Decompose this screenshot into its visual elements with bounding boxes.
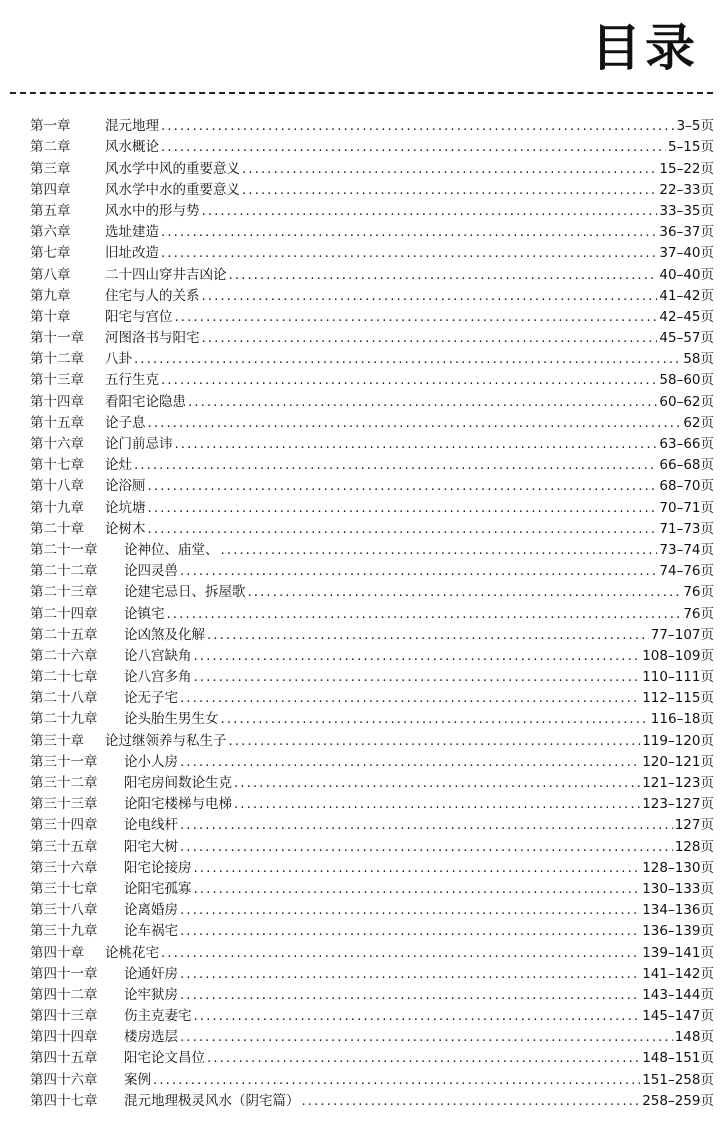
dot-leader — [180, 815, 673, 836]
chapter-number: 第二章 — [30, 139, 71, 156]
chapter-title: 看阳宅论隐患 — [105, 393, 186, 410]
dot-leader — [161, 137, 666, 158]
chapter-number: 第十一章 — [30, 330, 84, 347]
chapter-number: 第三十七章 — [30, 880, 98, 897]
chapter-number: 第三十一章 — [30, 753, 98, 770]
chapter-number: 第三十二章 — [30, 775, 98, 791]
toc-entry — [30, 625, 714, 646]
chapter-number: 第十六章 — [30, 436, 84, 452]
chapter-title: 论车祸宅 — [124, 923, 178, 940]
chapter-title: 五行生克 — [105, 372, 159, 389]
page-range: 143–144页 — [642, 986, 714, 1003]
chapter-title: 论凶煞及化解 — [124, 626, 205, 643]
page-range: 110–111页 — [642, 669, 714, 686]
chapter-title: 风水学中风的重要意义 — [105, 160, 240, 177]
toc-entry — [30, 1027, 714, 1048]
dot-leader — [167, 604, 682, 625]
chapter-title: 选址建造 — [105, 224, 159, 241]
chapter-title: 河图洛书与阳宅 — [105, 330, 200, 347]
dot-leader — [234, 794, 640, 815]
dashed-divider — [10, 92, 713, 94]
dot-leader — [202, 328, 658, 349]
chapter-number: 第十二章 — [30, 351, 84, 368]
page-range: 258–259页 — [642, 1092, 714, 1109]
chapter-title: 混元地理极灵风水（阴宅篇） — [124, 1092, 300, 1109]
chapter-title: 住宅与人的关系 — [105, 287, 200, 304]
page-range: 74–76页 — [659, 563, 714, 580]
dot-leader — [242, 180, 657, 201]
chapter-title: 八卦 — [105, 351, 132, 368]
dot-leader — [221, 540, 658, 561]
dot-leader — [242, 159, 657, 180]
page-range: 22–33页 — [659, 181, 714, 198]
toc-entry — [30, 794, 714, 815]
page-range: 120–121页 — [642, 753, 714, 770]
chapter-title: 风水学中水的重要意义 — [105, 181, 240, 198]
page-range: 58页 — [683, 351, 714, 368]
chapter-number: 第二十九章 — [30, 711, 98, 728]
dot-leader — [148, 476, 658, 497]
chapter-number: 第二十四章 — [30, 605, 98, 622]
dot-leader — [148, 498, 658, 519]
dot-leader — [153, 1070, 640, 1091]
page-range: 58–60页 — [659, 372, 714, 389]
chapter-number: 第二十七章 — [30, 669, 98, 686]
page-range: 73–74页 — [659, 541, 714, 558]
page-range: 66–68页 — [659, 457, 714, 474]
dot-leader — [148, 519, 658, 540]
dot-leader — [180, 985, 640, 1006]
page-range: 145–147页 — [642, 1008, 714, 1025]
toc-entry — [30, 137, 714, 158]
dot-leader — [180, 1027, 673, 1048]
toc-entry — [30, 476, 714, 497]
chapter-number: 第十三章 — [30, 372, 84, 389]
chapter-title: 论神位、庙堂、 — [124, 541, 219, 558]
chapter-number: 第四十五章 — [30, 1050, 98, 1067]
chapter-title: 论树木 — [105, 520, 146, 537]
chapter-number: 第九章 — [30, 287, 71, 304]
toc-entry — [30, 1091, 714, 1112]
chapter-title: 阳宅大树 — [124, 838, 178, 855]
chapter-title: 阳宅论接房 — [124, 859, 192, 876]
chapter-title: 论过继领养与私生子 — [105, 732, 227, 749]
chapter-number: 第十九章 — [30, 499, 84, 516]
toc-entry — [30, 561, 714, 582]
dot-leader — [194, 646, 641, 667]
chapter-number: 第一章 — [30, 118, 71, 135]
page-range: 60–62页 — [659, 393, 714, 410]
chapter-number: 第三十三章 — [30, 796, 98, 813]
chapter-title: 阳宅房间数论生克 — [124, 775, 232, 791]
chapter-number: 第三章 — [30, 160, 71, 177]
toc-entry — [30, 1006, 714, 1027]
chapter-title: 楼房选层 — [124, 1029, 178, 1046]
chapter-number: 第三十章 — [30, 732, 84, 749]
toc-entry — [30, 328, 714, 349]
chapter-title: 论镇宅 — [124, 605, 165, 622]
toc-entry — [30, 603, 714, 624]
dot-leader — [180, 964, 640, 985]
page-range: 76页 — [683, 584, 714, 601]
toc-entry — [30, 858, 714, 879]
chapter-number: 第二十章 — [30, 520, 84, 537]
chapter-number: 第四章 — [30, 181, 71, 198]
chapter-title: 论头胎生男生女 — [124, 711, 219, 728]
chapter-title: 风水中的形与势 — [105, 202, 200, 219]
toc-entry — [30, 921, 714, 942]
dot-leader — [207, 1048, 640, 1069]
toc-entry — [30, 455, 714, 476]
page-range: 116–18页 — [650, 711, 714, 728]
toc-entry — [30, 1069, 714, 1090]
dot-leader — [202, 201, 658, 222]
toc-entry — [30, 646, 714, 667]
chapter-title: 论桃花宅 — [105, 944, 159, 961]
chapter-title: 风水概论 — [105, 139, 159, 156]
page-range: 15–22页 — [659, 160, 714, 177]
chapter-title: 论坑塘 — [105, 499, 146, 516]
dot-leader — [221, 709, 649, 730]
dot-leader — [180, 900, 640, 921]
toc-entry — [30, 307, 714, 328]
toc-entry — [30, 900, 714, 921]
page-range: 134–136页 — [642, 902, 714, 919]
page-range: 108–109页 — [642, 647, 714, 664]
chapter-number: 第二十五章 — [30, 626, 98, 643]
page-range: 71–73页 — [659, 520, 714, 537]
chapter-title: 论八宫多角 — [124, 669, 192, 686]
chapter-number: 第三十五章 — [30, 838, 98, 855]
chapter-title: 论无子宅 — [124, 690, 178, 707]
page-range: 3–5页 — [676, 118, 714, 135]
toc-entry — [30, 942, 714, 963]
page-range: 141–142页 — [642, 965, 714, 982]
chapter-number: 第六章 — [30, 224, 71, 241]
toc-entry — [30, 815, 714, 836]
dot-leader — [229, 265, 658, 286]
chapter-number: 第十四章 — [30, 393, 84, 410]
chapter-number: 第四十三章 — [30, 1008, 98, 1025]
chapter-title: 论小人房 — [124, 753, 178, 770]
dot-leader — [234, 773, 640, 794]
dot-leader — [180, 837, 673, 858]
chapter-title: 论通奸房 — [124, 965, 178, 982]
page-range: 77–107页 — [650, 626, 714, 643]
toc-entry — [30, 540, 714, 561]
toc-entry — [30, 730, 714, 751]
chapter-number: 第二十八章 — [30, 690, 98, 707]
dot-leader — [188, 392, 657, 413]
page-range: 148–151页 — [642, 1050, 714, 1067]
chapter-number: 第三十四章 — [30, 817, 98, 834]
toc-entry — [30, 688, 714, 709]
page-range: 130–133页 — [642, 880, 714, 897]
page-range: 70–71页 — [659, 499, 714, 516]
chapter-number: 第三十八章 — [30, 902, 98, 919]
page-range: 128–130页 — [642, 859, 714, 876]
toc-entry — [30, 349, 714, 370]
chapter-title: 论门前忌讳 — [105, 436, 173, 452]
dot-leader — [161, 116, 675, 137]
chapter-number: 第三十九章 — [30, 923, 98, 940]
chapter-title: 论牢狱房 — [124, 986, 178, 1003]
chapter-number: 第二十二章 — [30, 563, 98, 580]
dot-leader — [134, 455, 657, 476]
page-range: 45–57页 — [659, 330, 714, 347]
page-range: 148页 — [674, 1029, 714, 1046]
chapter-number: 第十五章 — [30, 414, 84, 431]
dot-leader — [148, 413, 682, 434]
page-range: 136–139页 — [642, 923, 714, 940]
page-range: 63–66页 — [659, 436, 714, 452]
chapter-title: 论电线杆 — [124, 817, 178, 834]
toc-entry — [30, 243, 714, 264]
toc-entry — [30, 836, 714, 857]
dot-leader — [194, 858, 641, 879]
toc-entry — [30, 773, 714, 794]
chapter-number: 第三十六章 — [30, 859, 98, 876]
dot-leader — [161, 243, 657, 264]
chapter-number: 第七章 — [30, 245, 71, 262]
toc-entry — [30, 158, 714, 179]
chapter-number: 第二十六章 — [30, 647, 98, 664]
toc-entry — [30, 985, 714, 1006]
chapter-number: 第四十六章 — [30, 1071, 98, 1088]
chapter-title: 案例 — [124, 1071, 151, 1088]
chapter-title: 论灶 — [105, 457, 132, 474]
dot-leader — [207, 625, 649, 646]
page-range: 123–127页 — [642, 796, 714, 813]
page-range: 121–123页 — [642, 775, 714, 791]
dot-leader — [194, 1006, 641, 1027]
dot-leader — [202, 286, 658, 307]
dot-leader — [180, 561, 657, 582]
toc-entry — [30, 519, 714, 540]
chapter-number: 第十章 — [30, 308, 71, 325]
chapter-title: 阳宅论文昌位 — [124, 1050, 205, 1067]
chapter-title: 论子息 — [105, 414, 146, 431]
toc-entry — [30, 582, 714, 603]
page-title: 目录 — [591, 19, 699, 77]
dot-leader — [229, 731, 641, 752]
chapter-title: 混元地理 — [105, 118, 159, 135]
chapter-number: 第十七章 — [30, 457, 84, 474]
page-range: 41–42页 — [659, 287, 714, 304]
dot-leader — [248, 582, 682, 603]
chapter-title: 论八宫缺角 — [124, 647, 192, 664]
toc-entry — [30, 964, 714, 985]
page-range: 76页 — [683, 605, 714, 622]
page-range: 5–15页 — [667, 139, 714, 156]
chapter-number: 第四十二章 — [30, 986, 98, 1003]
page-range: 128页 — [674, 838, 714, 855]
chapter-title: 伤主克妻宅 — [124, 1008, 192, 1025]
dot-leader — [180, 752, 640, 773]
toc-entry — [30, 709, 714, 730]
page-range: 36–37页 — [659, 224, 714, 241]
dot-leader — [180, 688, 640, 709]
toc-entry — [30, 286, 714, 307]
chapter-number: 第十八章 — [30, 478, 84, 495]
dot-leader — [194, 667, 641, 688]
page-range: 151–258页 — [642, 1071, 714, 1088]
toc-entry — [30, 752, 714, 773]
chapter-number: 第四十一章 — [30, 965, 98, 982]
table-of-contents — [30, 116, 714, 1112]
toc-entry — [30, 434, 714, 455]
chapter-title: 旧址改造 — [105, 245, 159, 262]
chapter-number: 第二十三章 — [30, 584, 98, 601]
toc-entry — [30, 1048, 714, 1069]
page-range: 119–120页 — [642, 732, 714, 749]
dot-leader — [302, 1091, 641, 1112]
toc-entry — [30, 391, 714, 412]
chapter-title: 论建宅忌日、拆屋歌 — [124, 584, 246, 601]
chapter-title: 论阳宅楼梯与电梯 — [124, 796, 232, 813]
chapter-title: 论浴厕 — [105, 478, 146, 495]
chapter-number: 第五章 — [30, 202, 71, 219]
chapter-number: 第四十章 — [30, 944, 84, 961]
page-range: 40–40页 — [659, 266, 714, 283]
toc-entry — [30, 201, 714, 222]
chapter-number: 第二十一章 — [30, 541, 98, 558]
toc-entry — [30, 370, 714, 391]
chapter-title: 二十四山穿井吉凶论 — [105, 266, 227, 283]
page-range: 127页 — [674, 817, 714, 834]
dot-leader — [134, 349, 681, 370]
page-range: 33–35页 — [659, 202, 714, 219]
dot-leader — [161, 370, 657, 391]
chapter-number: 第四十四章 — [30, 1029, 98, 1046]
toc-entry — [30, 264, 714, 285]
chapter-title: 阳宅与宫位 — [105, 308, 173, 325]
dot-leader — [180, 921, 640, 942]
chapter-number: 第八章 — [30, 266, 71, 283]
dot-leader — [161, 222, 657, 243]
dot-leader — [175, 307, 658, 328]
page-range: 62页 — [683, 414, 714, 431]
toc-entry — [30, 667, 714, 688]
chapter-title: 论阳宅孤寡 — [124, 880, 192, 897]
page-range: 42–45页 — [659, 308, 714, 325]
page-range: 37–40页 — [659, 245, 714, 262]
chapter-number: 第四十七章 — [30, 1092, 98, 1109]
chapter-title: 论四灵兽 — [124, 563, 178, 580]
page-range: 112–115页 — [642, 690, 714, 707]
dot-leader — [175, 434, 658, 455]
page-range: 139–141页 — [642, 944, 714, 961]
chapter-title: 论离婚房 — [124, 902, 178, 919]
toc-entry — [30, 116, 714, 137]
toc-entry — [30, 413, 714, 434]
toc-entry — [30, 180, 714, 201]
toc-entry — [30, 497, 714, 518]
toc-entry — [30, 222, 714, 243]
page-range: 68–70页 — [659, 478, 714, 495]
toc-entry — [30, 879, 714, 900]
dot-leader — [161, 943, 640, 964]
dot-leader — [194, 879, 641, 900]
